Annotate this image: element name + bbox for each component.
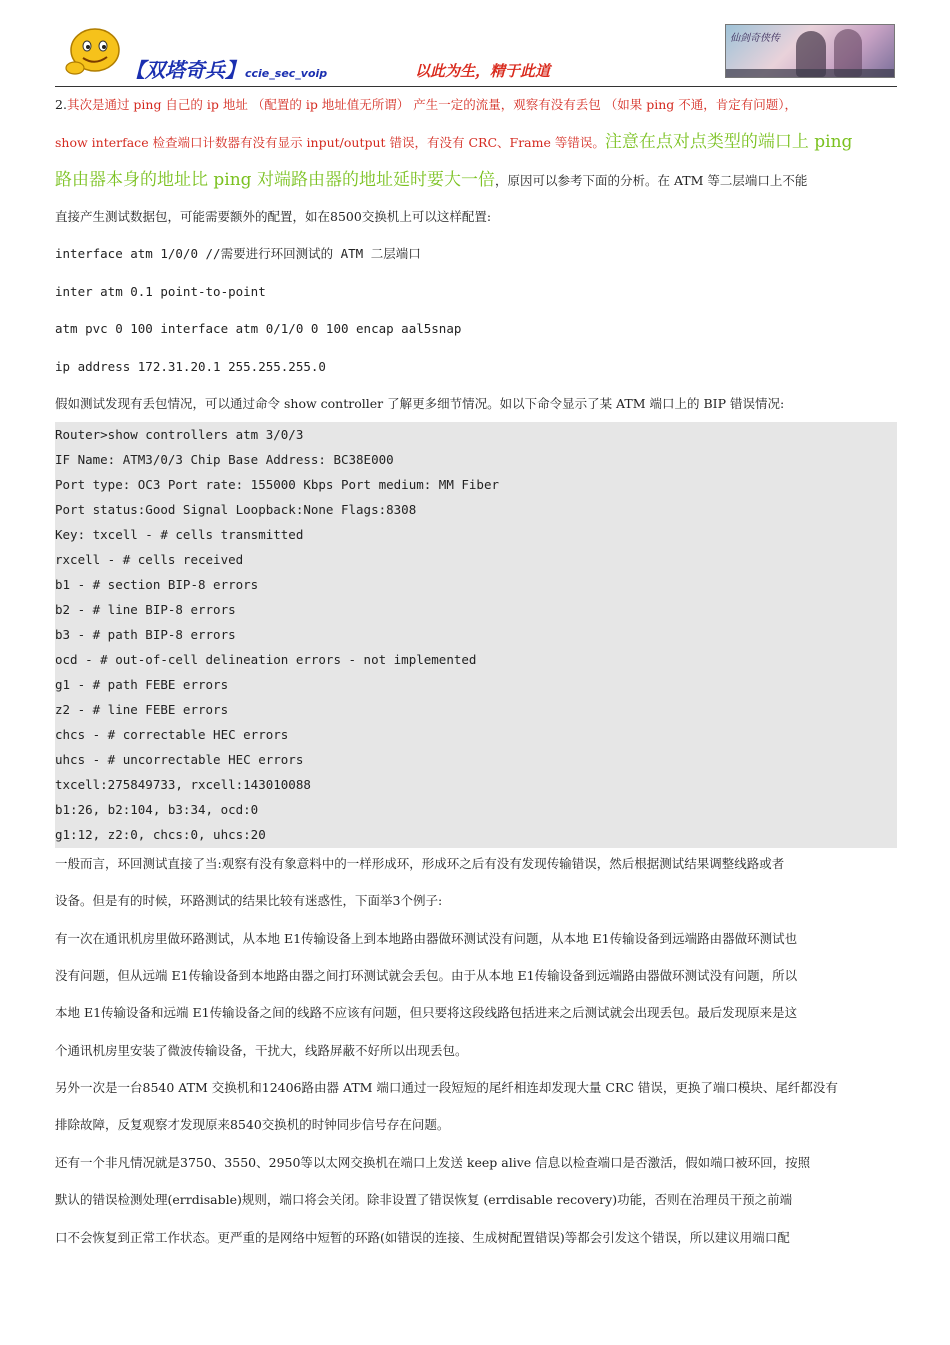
config-line: interface atm 1/0/0 //需要进行环回测试的 ATM 二层端口 bbox=[55, 246, 421, 261]
highlight-note: 路由器本身的地址比 ping 对端路由器的地址延时要大一倍 bbox=[55, 170, 495, 190]
highlight-note: 注意在点对点类型的端口上 ping bbox=[604, 132, 853, 152]
code-line: Key: txcell - # cells transmitted bbox=[55, 527, 304, 542]
paragraph-line: 没有问题，但从远端 E1传输设备到本地路由器之间打环测试就会丢包。由于从本地 E1传输设备到远端路由器做环测试没有问题，所以 bbox=[55, 968, 798, 983]
paragraph-line: 还有一个非凡情况就是3750、3550、2950等以太网交换机在端口上发送 keep alive 信息以检查端口是否激活，假如端口被环回，按照 bbox=[55, 1155, 811, 1170]
code-line: Router>show controllers atm 3/0/3 bbox=[55, 427, 304, 442]
paragraph-line: 路由器本身的地址比 ping 对端路由器的地址延时要大一倍，原因可以参考下面的分析。在 ATM 等二层端口上不能 bbox=[55, 170, 808, 190]
paragraph-line: 假如测试发现有丢包情况，可以通过命令 show controller 了解更多细节情况。如以下命令显示了某 ATM 端口上的 BIP 错误情况: bbox=[55, 396, 785, 411]
smiley-logo-icon bbox=[63, 26, 123, 78]
paragraph-line: 口不会恢复到正常工作状态。更严重的是网络中短暂的环路(如错误的连接、生成树配置错误)等都会引发这个错误，所以建议用端口配 bbox=[55, 1230, 790, 1245]
paragraph-line: 排除故障，反复观察才发现原来8540交换机的时钟同步信号存在问题。 bbox=[55, 1117, 450, 1132]
code-line: Port type: OC3 Port rate: 155000 Kbps Port medium: MM Fiber bbox=[55, 477, 500, 492]
page-header bbox=[55, 20, 897, 87]
paragraph-line: 本地 E1传输设备和远端 E1传输设备之间的线路不应该有问题，但只要将这段线路包括进来之后测试就会出现丢包。最后发现原来是这 bbox=[55, 1005, 798, 1020]
brand-subtitle: ccie_sec_voip bbox=[245, 67, 328, 80]
code-line: z2 - # line FEBE errors bbox=[55, 702, 229, 717]
paragraph-line: 默认的错误检测处理(errdisable)规则，端口将会关闭。除非设置了错误恢复 (errdisable recovery)功能，否则在治理员干预之前端 bbox=[55, 1192, 793, 1207]
code-line: rxcell - # cells received bbox=[55, 552, 244, 567]
paragraph-line: 有一次在通讯机房里做环路测试，从本地 E1传输设备上到本地路由器做环测试没有问题，从本地 E1传输设备到远端路由器做环测试也 bbox=[55, 931, 798, 946]
code-line: b2 - # line BIP-8 errors bbox=[55, 602, 236, 617]
paragraph-line: show interface 检查端口计数器有没有显示 input/output 错误，有没有 CRC、Frame 等错误。注意在点对点类型的端口上 ping bbox=[55, 132, 853, 152]
code-line: b1 - # section BIP-8 errors bbox=[55, 577, 259, 592]
paragraph-line: 设备。但是有的时候，环路测试的结果比较有迷惑性，下面举3个例子: bbox=[55, 893, 443, 908]
code-line: chcs - # correctable HEC errors bbox=[55, 727, 289, 742]
game-banner-image bbox=[725, 24, 895, 78]
code-line: IF Name: ATM3/0/3 Chip Base Address: BC38E000 bbox=[55, 452, 394, 467]
code-line: uhcs - # uncorrectable HEC errors bbox=[55, 752, 304, 767]
banner-text: 仙剑奇侠传 bbox=[730, 33, 780, 44]
paragraph-line: 直接产生测试数据包，可能需要额外的配置，如在8500交换机上可以这样配置: bbox=[55, 209, 492, 224]
code-line: Port status:Good Signal Loopback:None Flags:8308 bbox=[55, 502, 417, 517]
config-line: atm pvc 0 100 interface atm 0/1/0 0 100 encap aal5snap bbox=[55, 321, 462, 336]
paragraph-line: 一般而言，环回测试直接了当:观察有没有象意料中的一样形成环，形成环之后有没有发现传输错误，然后根据测试结果调整线路或者 bbox=[55, 856, 785, 871]
code-block bbox=[55, 422, 897, 848]
code-line: g1 - # path FEBE errors bbox=[55, 677, 229, 692]
code-line: txcell:275849733, rxcell:143010088 bbox=[55, 777, 311, 792]
config-line: ip address 172.31.20.1 255.255.255.0 bbox=[55, 359, 326, 374]
config-line: inter atm 0.1 point-to-point bbox=[55, 284, 266, 299]
code-line: ocd - # out-of-cell delineation errors - not implemented bbox=[55, 652, 477, 667]
code-line: b1:26, b2:104, b3:34, ocd:0 bbox=[55, 802, 259, 817]
code-line: b3 - # path BIP-8 errors bbox=[55, 627, 236, 642]
slogan: 以此为生，精于此道 bbox=[415, 62, 551, 80]
brand-title: 【双塔奇兵】ccie_sec_voip bbox=[125, 58, 328, 82]
code-line: g1:12, z2:0, chcs:0, uhcs:20 bbox=[55, 827, 266, 842]
paragraph-line: 另外一次是一台8540 ATM 交换机和12406路由器 ATM 端口通过一段短短的尾纤相连却发现大量 CRC 错误，更换了端口模块、尾纤都没有 bbox=[55, 1080, 838, 1095]
paragraph-line: 2.其次是通过 ping 自己的 ip 地址 （配置的 ip 地址值无所谓） 产生一定的流量，观察有没有丢包 （如果 ping 不通，肯定有问题）， bbox=[55, 97, 797, 112]
paragraph-line: 个通讯机房里安装了微波传输设备，干扰大，线路屏蔽不好所以出现丢包。 bbox=[55, 1043, 468, 1058]
